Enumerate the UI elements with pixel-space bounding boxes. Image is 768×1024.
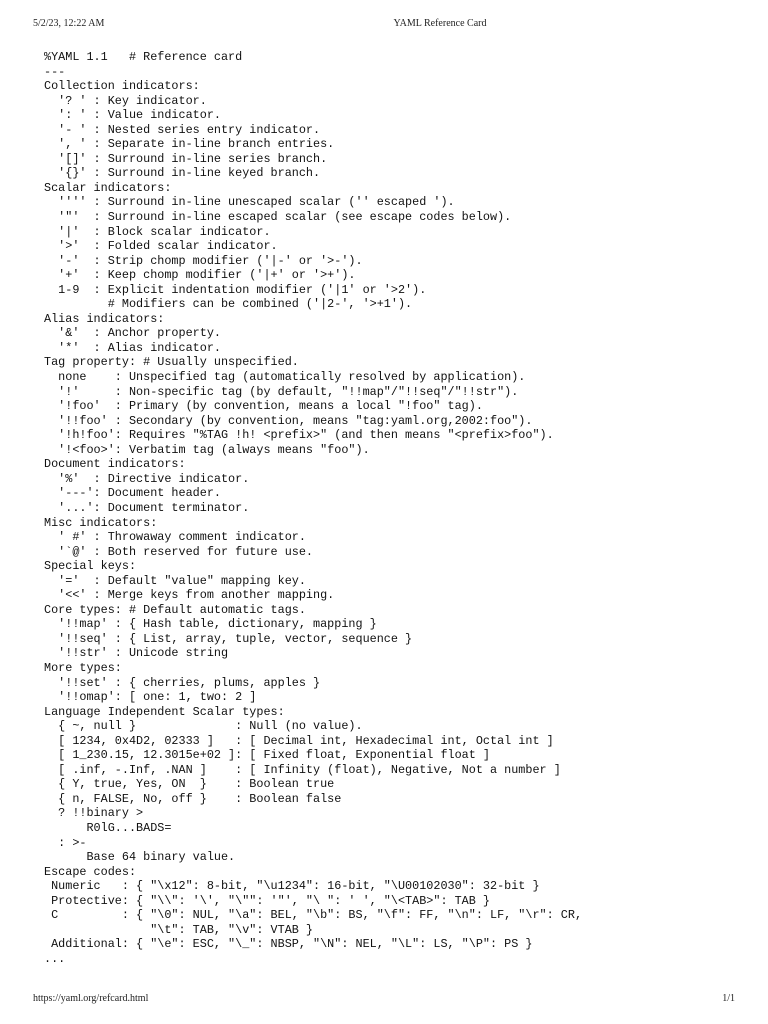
card-line: '!!str' : Unicode string xyxy=(44,646,229,661)
card-line: '{}' : Surround in-line keyed branch. xyxy=(44,166,321,181)
card-line: ': ' : Value indicator. xyxy=(44,108,221,123)
card-line: '&' : Anchor property. xyxy=(44,326,221,341)
card-line: ... xyxy=(44,951,66,966)
card-line: Numeric : { "\x12": 8-bit, "\u1234": 16-bit, "\U00102030": 32-bit } xyxy=(44,879,540,894)
card-line: '"' : Surround in-line escaped scalar (see escape codes below). xyxy=(44,210,512,225)
card-line: Document indicators: xyxy=(44,457,186,472)
card-line: '-' : Strip chomp modifier ('|-' or '>-'). xyxy=(44,253,363,268)
card-line: ? !!binary > xyxy=(44,806,144,821)
card-line: '!<foo>': Verbatim tag (always means "foo"). xyxy=(44,442,370,457)
card-line: 1-9 : Explicit indentation modifier ('|1' or '>2'). xyxy=(44,282,427,297)
page-url: https://yaml.org/refcard.html xyxy=(33,993,149,1004)
page-number: 1/1 xyxy=(722,993,735,1004)
card-line: '!foo' : Primary (by convention, means a local "!foo" tag). xyxy=(44,399,483,414)
card-line: '!!set' : { cherries, plums, apples } xyxy=(44,675,321,690)
card-line: '!!map' : { Hash table, dictionary, mapping } xyxy=(44,617,377,632)
card-line: # Modifiers can be combined ('|2-', '>+1'). xyxy=(44,297,413,312)
card-line: Additional: { "\e": ESC, "\_": NBSP, "\N": NEL, "\L": LS, "\P": PS } xyxy=(44,937,533,952)
card-line: '!!foo' : Secondary (by convention, means "tag:yaml.org,2002:foo"). xyxy=(44,413,533,428)
card-line: Special keys: xyxy=(44,559,137,574)
card-line: '? ' : Key indicator. xyxy=(44,93,207,108)
card-line: R0lG...BADS= xyxy=(44,820,172,835)
card-line: Alias indicators: xyxy=(44,311,165,326)
card-line: [ .inf, -.Inf, .NAN ] : [ Infinity (float), Negative, Not a number ] xyxy=(44,762,561,777)
card-line: Core types: # Default automatic tags. xyxy=(44,602,306,617)
card-line: '<<' : Merge keys from another mapping. xyxy=(44,588,335,603)
card-line: '!h!foo': Requires "%TAG !h! <prefix>" (and then means "<prefix>foo"). xyxy=(44,428,554,443)
card-line: Misc indicators: xyxy=(44,515,158,530)
card-line: Escape codes: xyxy=(44,864,137,879)
card-line: Base 64 binary value. xyxy=(44,850,236,865)
card-line: '%' : Directive indicator. xyxy=(44,471,250,486)
page-title: YAML Reference Card xyxy=(393,18,487,29)
card-line: [ 1_230.15, 12.3015e+02 ]: [ Fixed float, Exponential float ] xyxy=(44,748,490,763)
card-line: [ 1234, 0x4D2, 02333 ] : [ Decimal int, Hexadecimal int, Octal int ] xyxy=(44,733,554,748)
card-line: '!' : Non-specific tag (by default, "!!map"/"!!seq"/"!!str"). xyxy=(44,384,519,399)
card-line: "\t": TAB, "\v": VTAB } xyxy=(44,922,314,937)
card-line: Collection indicators: xyxy=(44,79,200,94)
card-line: Scalar indicators: xyxy=(44,180,172,195)
card-line: '!!seq' : { List, array, tuple, vector, sequence } xyxy=(44,631,413,646)
card-line: { Y, true, Yes, ON } : Boolean true xyxy=(44,777,335,792)
card-line: { n, FALSE, No, off } : Boolean false xyxy=(44,791,342,806)
card-line: '...': Document terminator. xyxy=(44,500,250,515)
card-line: '`@' : Both reserved for future use. xyxy=(44,544,314,559)
card-line: '[]' : Surround in-line series branch. xyxy=(44,151,328,166)
card-line: C : { "\0": NUL, "\a": BEL, "\b": BS, "\f": FF, "\n": LF, "\r": CR, xyxy=(44,908,583,923)
card-line: '!!omap': [ one: 1, two: 2 ] xyxy=(44,690,257,705)
card-line: '---': Document header. xyxy=(44,486,221,501)
card-line: '*' : Alias indicator. xyxy=(44,340,221,355)
card-line: '- ' : Nested series entry indicator. xyxy=(44,122,321,137)
card-line: More types: xyxy=(44,660,122,675)
card-line: %YAML 1.1 # Reference card xyxy=(44,50,243,64)
card-line: '=' : Default "value" mapping key. xyxy=(44,573,306,588)
card-line: '+' : Keep chomp modifier ('|+' or '>+'). xyxy=(44,268,356,283)
card-line: : >- xyxy=(44,835,87,850)
card-line: '''' : Surround in-line unescaped scalar ('' escaped '). xyxy=(44,195,455,210)
card-line: Tag property: # Usually unspecified. xyxy=(44,355,299,370)
card-line: Protective: { "\\": '\', "\"": '"', "\ ": ' ', "\<TAB>": TAB } xyxy=(44,893,490,908)
card-line: { ~, null } : Null (no value). xyxy=(44,719,363,734)
card-line: '>' : Folded scalar indicator. xyxy=(44,239,278,254)
card-line: '|' : Block scalar indicator. xyxy=(44,224,271,239)
reference-card xyxy=(44,50,734,966)
card-line: Language Independent Scalar types: xyxy=(44,704,285,719)
card-line: none : Unspecified tag (automatically resolved by application). xyxy=(44,370,526,385)
card-line: ', ' : Separate in-line branch entries. xyxy=(44,137,335,152)
card-line: ' #' : Throwaway comment indicator. xyxy=(44,530,306,545)
card-line: --- xyxy=(44,64,66,79)
print-date: 5/2/23, 12:22 AM xyxy=(33,18,105,29)
